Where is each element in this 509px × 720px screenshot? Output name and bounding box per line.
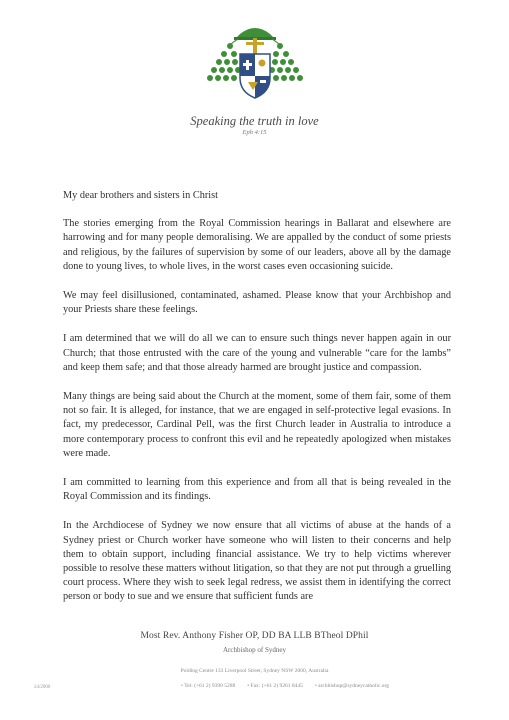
paragraph: The stories emerging from the Royal Commission hearings in Ballarat and elsewhere are harrowing and for many people demoralising. We are appalled by the conduct of some priests and religious, by the failures of supervision by some of our leaders, above all by the damage done to young lives, to whole lives, in the worst cases even occasioning suicide. xyxy=(63,218,451,272)
fax-number: • Fax: (+61 2) 9261 8445 xyxy=(247,683,303,689)
contact-line xyxy=(120,683,450,689)
paragraph: I am committed to learning from this experience and from all that is being revealed in the Royal Commission and its findings. xyxy=(63,477,451,503)
salutation: My dear brothers and sisters in Christ xyxy=(63,190,219,201)
phone-number: • Tel: (+61 2) 9390 5288 xyxy=(181,683,236,689)
paragraph: In the Archdiocese of Sydney we now ensure that all victims of abuse at the hands of a Sydney priest or Church worker have someone who will listen to their concerns and help them to obtain support, including financial assistance. We try to help victims wherever possible to resolve these matters without litigation, so that they are not put through a gruelling court process. Where they wish to seek legal redress, we assist them in identifying the correct person or body to sue and we ensure that sufficient funds are xyxy=(63,520,451,603)
signatory-title: Archbishop of Sydney xyxy=(223,646,286,654)
archbishop-coat-of-arms-logo xyxy=(200,20,310,102)
document-reference-code: 24/2000 xyxy=(34,685,51,690)
office-address: Polding Centre 133 Liverpool Street, Sydney NSW 2000, Australia xyxy=(180,668,329,674)
motto: Speaking the truth in love xyxy=(190,114,319,128)
email-address: • archbishop@sydneycatholic.org xyxy=(314,683,389,689)
paragraph: We may feel disillusioned, contaminated, ashamed. Please know that your Archbishop and your Priests share these feelings. xyxy=(63,290,451,316)
signatory-name: Most Rev. Anthony Fisher OP, DD BA LLB BTheol DPhil xyxy=(140,631,369,641)
letter-body xyxy=(63,189,451,620)
paragraph: Many things are being said about the Church at the moment, some of them fair, some of them not so fair. It is alleged, for instance, that we are engaged in self-protective legal evasions. In fact, my predecessor, Cardinal Pell, was the first Church leader in Australia to introduce a more contemporary process to confront this evil and he repeatedly apologized when mistakes were made. xyxy=(63,391,451,459)
paragraph: I am determined that we will do all we can to ensure such things never happen again in our Church; that those entrusted with the care of the young and vulnerable “care for the lambs” and keep them safe; and that those already harmed are brought justice and compassion. xyxy=(63,333,451,373)
motto-scripture-reference: Eph 4:15 xyxy=(242,129,267,136)
